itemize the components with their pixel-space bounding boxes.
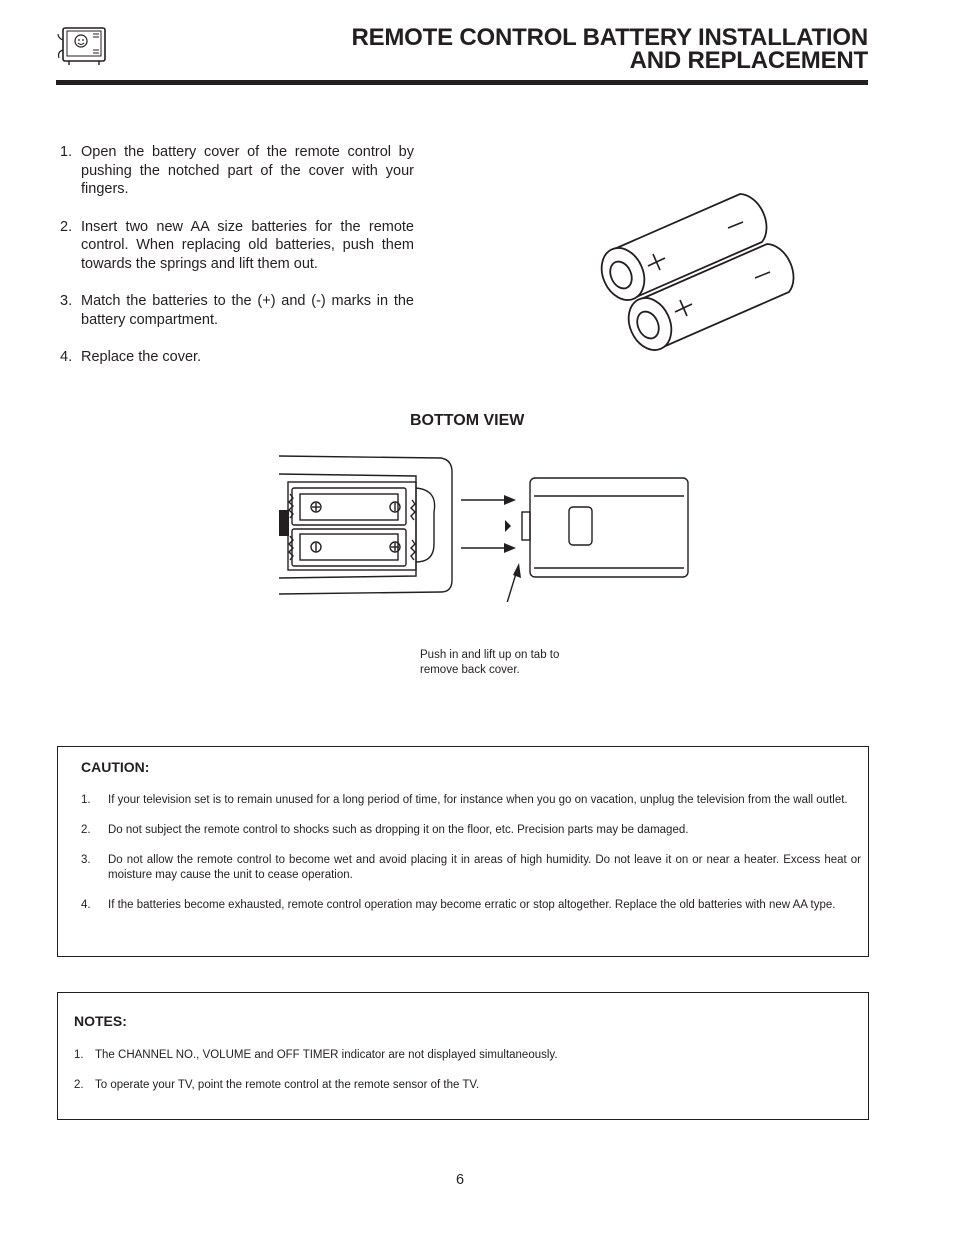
page-title-line-1: REMOTE CONTROL BATTERY INSTALLATION bbox=[351, 24, 868, 51]
caution-item-text: Do not allow the remote control to become wet and avoid placing it in areas of high humidity. Do not leave it on or near a heater. Excess heat or moisture may cause the unit to cease operation. bbox=[108, 854, 861, 881]
notes-heading: NOTES: bbox=[74, 1013, 127, 1029]
caution-item-number: 3. bbox=[81, 854, 91, 866]
caution-item-number: 2. bbox=[81, 824, 91, 836]
aa-batteries-illustration bbox=[590, 180, 810, 355]
caution-list bbox=[81, 793, 861, 928]
page-number: 6 bbox=[456, 1172, 465, 1188]
step-number: 1. bbox=[60, 144, 73, 160]
notes-item-number: 1. bbox=[74, 1049, 84, 1061]
step-number: 3. bbox=[60, 293, 73, 309]
tab-instruction-line-2: remove back cover. bbox=[420, 664, 520, 676]
caution-item bbox=[81, 793, 861, 808]
step-number: 4. bbox=[60, 349, 73, 365]
step-text: Open the battery cover of the remote control by pushing the notched part of the cover with your fingers. bbox=[81, 144, 414, 197]
header-rule bbox=[56, 80, 868, 85]
step-item bbox=[60, 292, 414, 329]
notes-item-number: 2. bbox=[74, 1079, 84, 1091]
page-title-line-2: AND REPLACEMENT bbox=[629, 47, 868, 74]
caution-heading: CAUTION: bbox=[81, 759, 150, 775]
caution-box bbox=[57, 746, 869, 957]
instruction-steps bbox=[60, 143, 414, 386]
step-item bbox=[60, 143, 414, 199]
caution-item bbox=[81, 823, 861, 838]
step-item bbox=[60, 218, 414, 274]
step-text: Replace the cover. bbox=[81, 349, 202, 365]
step-number: 2. bbox=[60, 218, 73, 235]
remote-bottom-view-diagram bbox=[276, 452, 696, 602]
caution-item-text: If your television set is to remain unused for a long period of time, for instance when you go on vacation, unplug the television from the wall outlet. bbox=[108, 794, 848, 806]
step-text: Insert two new AA size batteries for the remote control. When replacing old batteries, push them towards the springs and lift them out. bbox=[81, 218, 414, 272]
notes-item-text: To operate your TV, point the remote control at the remote sensor of the TV. bbox=[95, 1079, 480, 1091]
caution-item-number: 4. bbox=[81, 899, 91, 911]
bottom-view-label: BOTTOM VIEW bbox=[410, 412, 525, 429]
caution-item bbox=[81, 898, 861, 913]
step-item bbox=[60, 348, 414, 367]
notes-item bbox=[74, 1078, 854, 1093]
caution-item-text: Do not subject the remote control to shocks such as dropping it on the floor, etc. Precision parts may be damaged. bbox=[108, 824, 689, 836]
page-title bbox=[351, 26, 868, 72]
step-text: Match the batteries to the (+) and (-) marks in the battery compartment. bbox=[81, 293, 414, 328]
caution-item bbox=[81, 853, 861, 883]
caution-item-number: 1. bbox=[81, 794, 91, 806]
notes-box bbox=[57, 992, 869, 1120]
tv-character-icon bbox=[55, 26, 107, 66]
notes-item-text: The CHANNEL NO., VOLUME and OFF TIMER indicator are not displayed simultaneously. bbox=[95, 1049, 558, 1061]
tab-instruction-line-1: Push in and lift up on tab to bbox=[420, 649, 560, 661]
notes-item bbox=[74, 1048, 854, 1063]
tab-instruction-note bbox=[420, 648, 559, 678]
notes-list bbox=[74, 1048, 854, 1108]
caution-item-text: If the batteries become exhausted, remote control operation may become erratic or stop altogether. Replace the old batteries with new AA type. bbox=[108, 899, 836, 911]
